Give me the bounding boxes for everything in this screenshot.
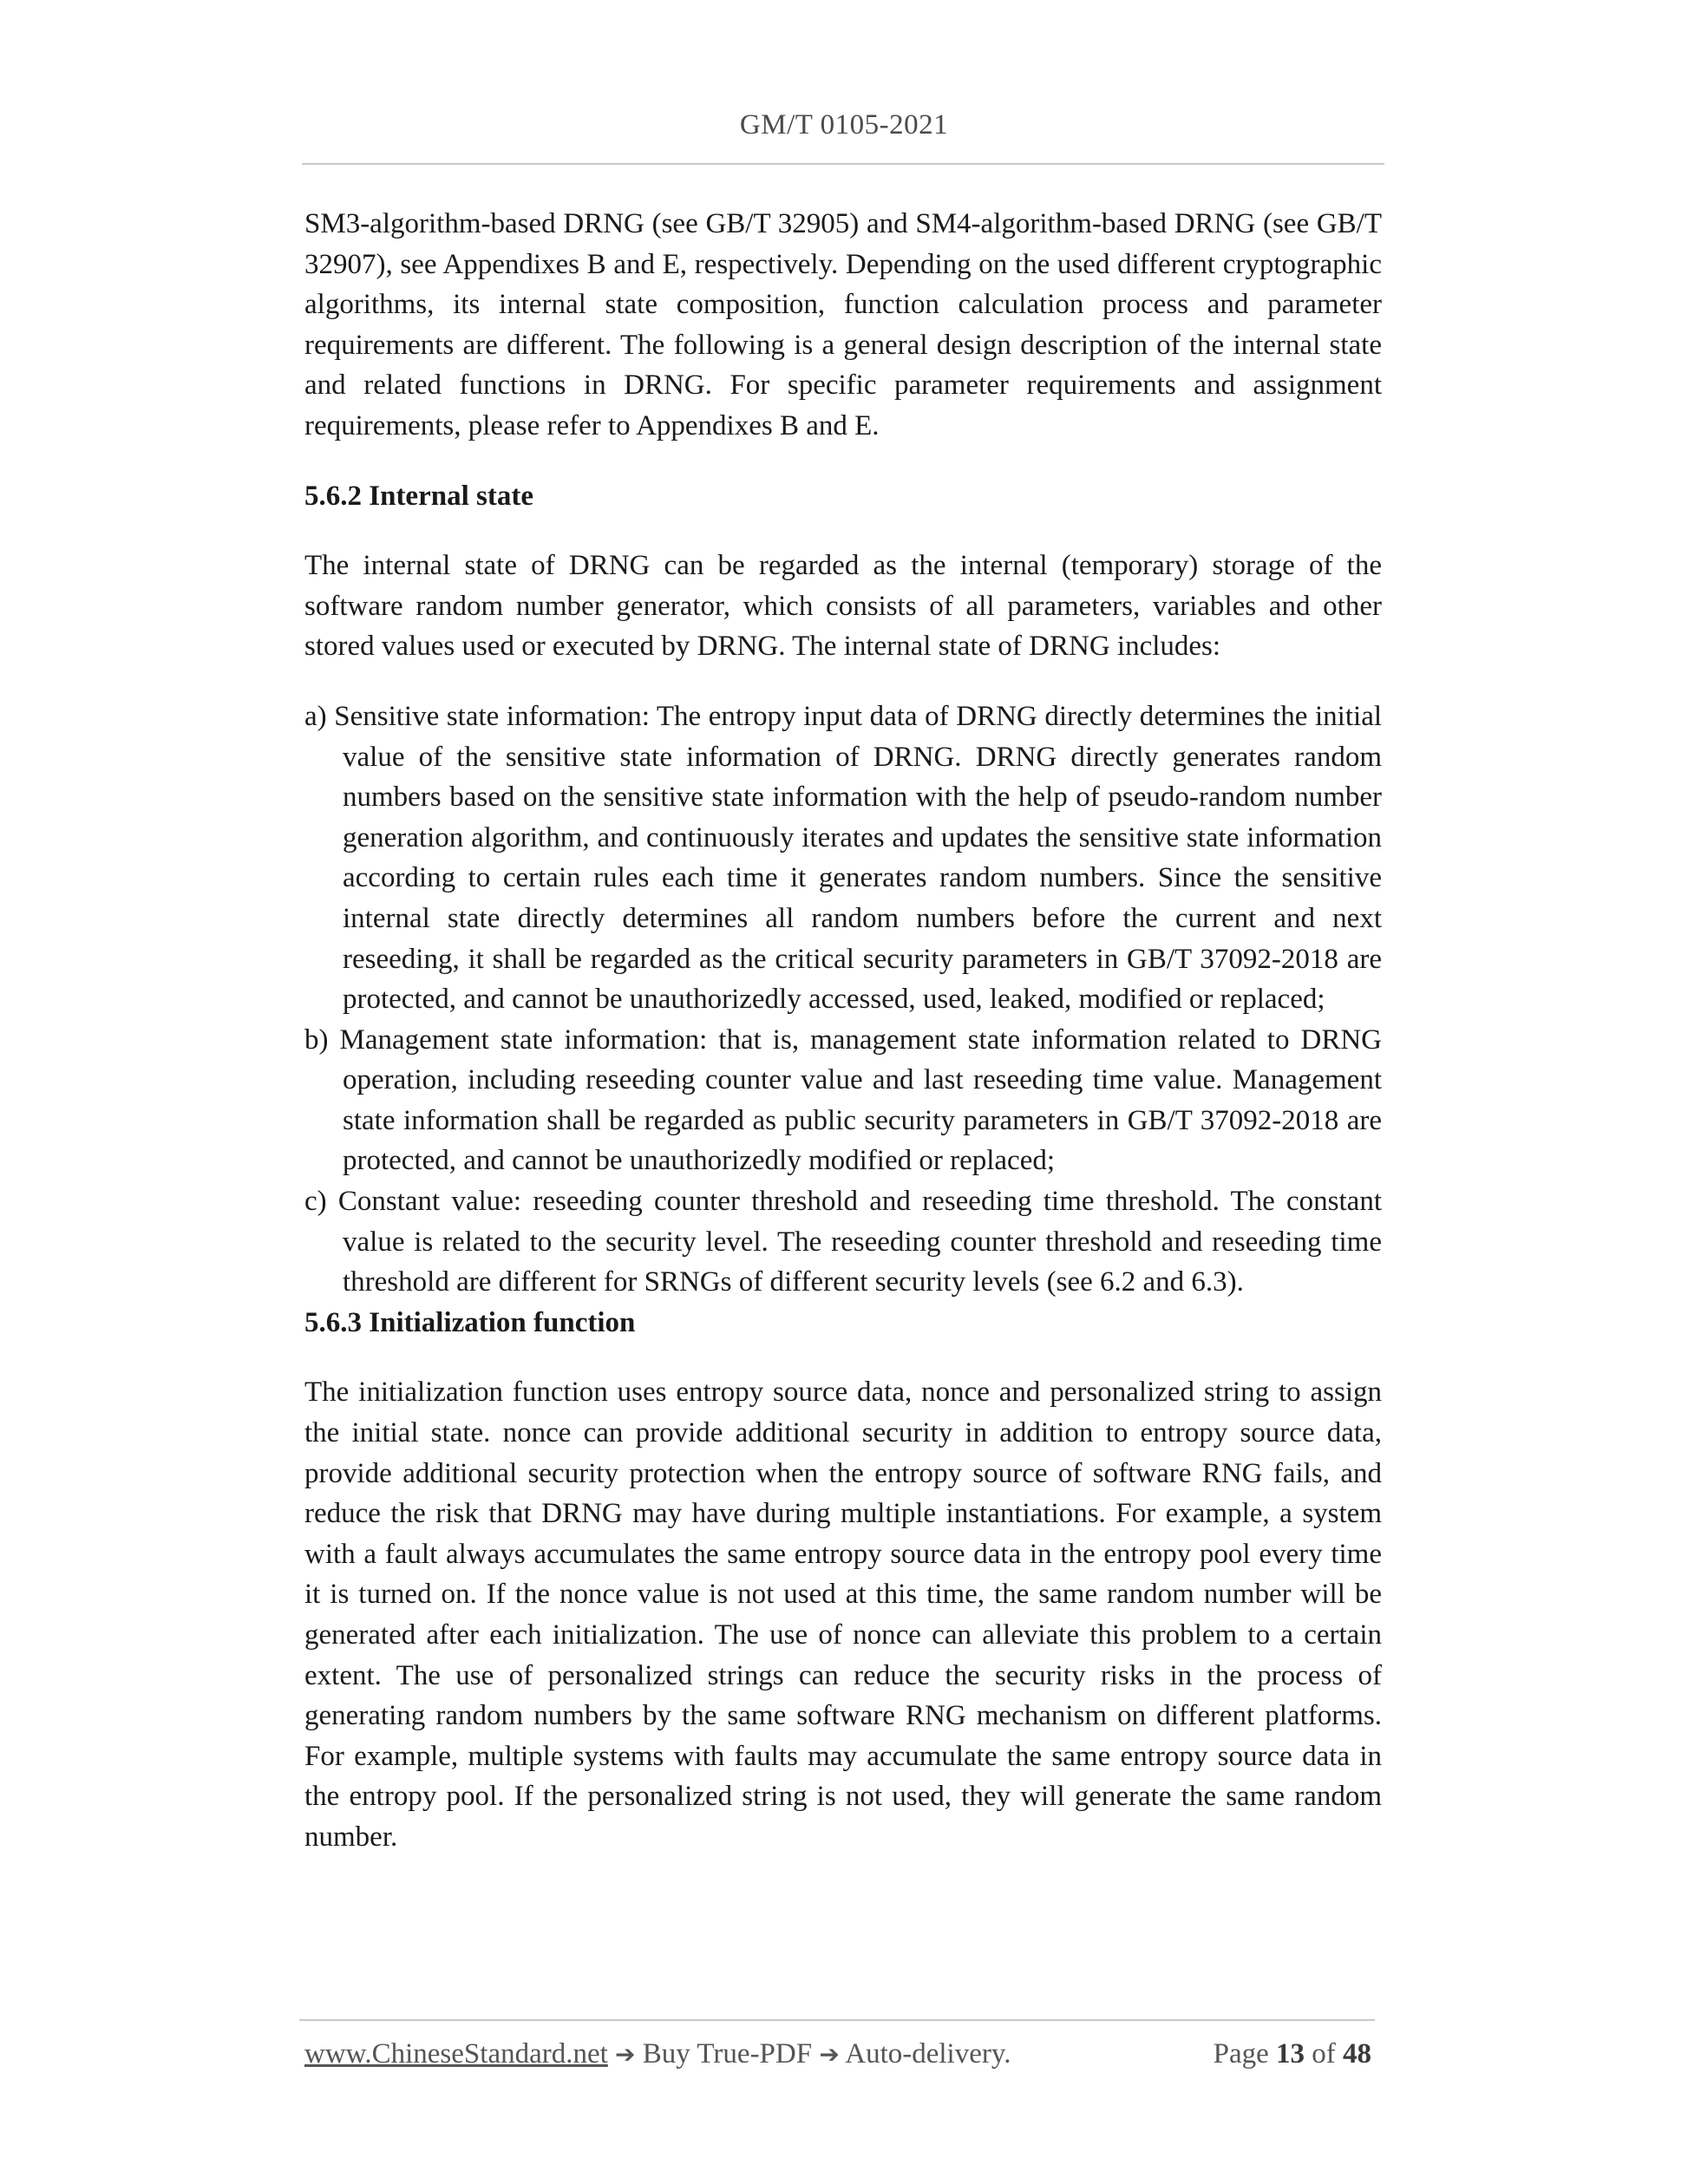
list-marker: b) — [304, 1023, 329, 1056]
list-item-a — [304, 696, 1382, 1020]
auto-delivery-text: Auto-delivery. — [845, 2038, 1011, 2070]
header-rule — [302, 163, 1384, 165]
list-item-c — [304, 1181, 1382, 1303]
section-heading-initialization-function: 5.6.3 Initialization function — [304, 1306, 636, 1338]
list-item-text: Sensitive state information: The entropy input data of DRNG directly determines the initial value of the sensitive state information of DRNG. DRNG directly generates random numbers based on the sensitive state information with the help of pseudo-random number generation algorithm, and continuously iterates and updates the sensitive state information according to certain rules each time it generates random numbers. Since the sensitive internal state directly determines all random numbers before the current and next reseeding, it shall be regarded as the critical security parameters in GB/T 37092-2018 are protected, and cannot be unauthorizedly accessed, used, leaked, modified or replaced; — [334, 700, 1383, 1016]
initialization-paragraph: The initialization function uses entropy source data, nonce and personalized string to assign the initial state. nonce can provide additional security in addition to entropy source data, provide additional security protection when the entropy source of software RNG fails, and reduce the risk that DRNG may have during multiple instantiations. For example, a system with a fault always accumulates the same entropy source data in the entropy pool every time it is turned on. If the nonce value is not used at this time, the same random number will be generated after each initialization. The use of nonce can alleviate this problem to a certain extent. The use of personalized strings can reduce the security risks in the process of generating random numbers by the same software RNG mechanism on different platforms. For example, multiple systems with faults may accumulate the same entropy source data in the entropy pool. If the personalized string is not used, they will generate the same random number. — [304, 1376, 1382, 1853]
site-link[interactable]: www.ChineseStandard.net — [304, 2038, 608, 2070]
page-indicator — [1214, 2038, 1371, 2070]
footer-promo — [304, 2038, 1011, 2070]
internal-state-paragraph: The internal state of DRNG can be regarded as the internal (temporary) storage of the software random number generator, which consists of all parameters, variables and other stored values used or executed by DRNG. The internal state of DRNG includes: — [304, 550, 1382, 663]
of-label: of — [1312, 2038, 1336, 2070]
page-current: 13 — [1276, 2038, 1305, 2070]
list-item-text: Constant value: reseeding counter threshold and reseeding time threshold. The constant value is related to the security level. The reseeding counter threshold and reseeding time threshold are different for SRNGs of different security levels (see 6.2 and 6.3). — [337, 1186, 1382, 1298]
page-footer — [304, 2038, 1371, 2082]
list-marker: a) — [304, 700, 327, 732]
page-body — [304, 204, 1382, 1858]
arrow-right-icon: ➔ — [615, 2040, 636, 2069]
list-item-b — [304, 1020, 1382, 1181]
intro-paragraph: SM3-algorithm-based DRNG (see GB/T 32905) and SM4-algorithm-based DRNG (see GB/T 32907), see Appendixes B and E, respectively. Depending on the used different cryptographic algorithms, its internal state composition, function calculation process and parameter requirements are different. The following is a general design description of the internal state and related functions in DRNG. For specific parameter requirements and assignment requirements, please refer to Appendixes B and E. — [304, 208, 1382, 441]
arrow-right-icon: ➔ — [819, 2040, 840, 2069]
page-label: Page — [1213, 2038, 1269, 2070]
list-marker: c) — [304, 1186, 327, 1218]
section-heading-internal-state: 5.6.2 Internal state — [304, 480, 533, 512]
page-total: 48 — [1343, 2038, 1371, 2070]
footer-rule — [299, 2019, 1375, 2021]
document-code: GM/T 0105-2021 — [739, 109, 949, 141]
buy-pdf-text: Buy True-PDF — [642, 2038, 813, 2070]
list-item-text: Management state information: that is, management state information related to DRNG operation, including reseeding counter value and last reseeding time value. Management state information shall be regarded as public security parameters in GB/T 37092-2018 are protected, and cannot be unauthorizedly modified or replaced; — [339, 1023, 1383, 1177]
